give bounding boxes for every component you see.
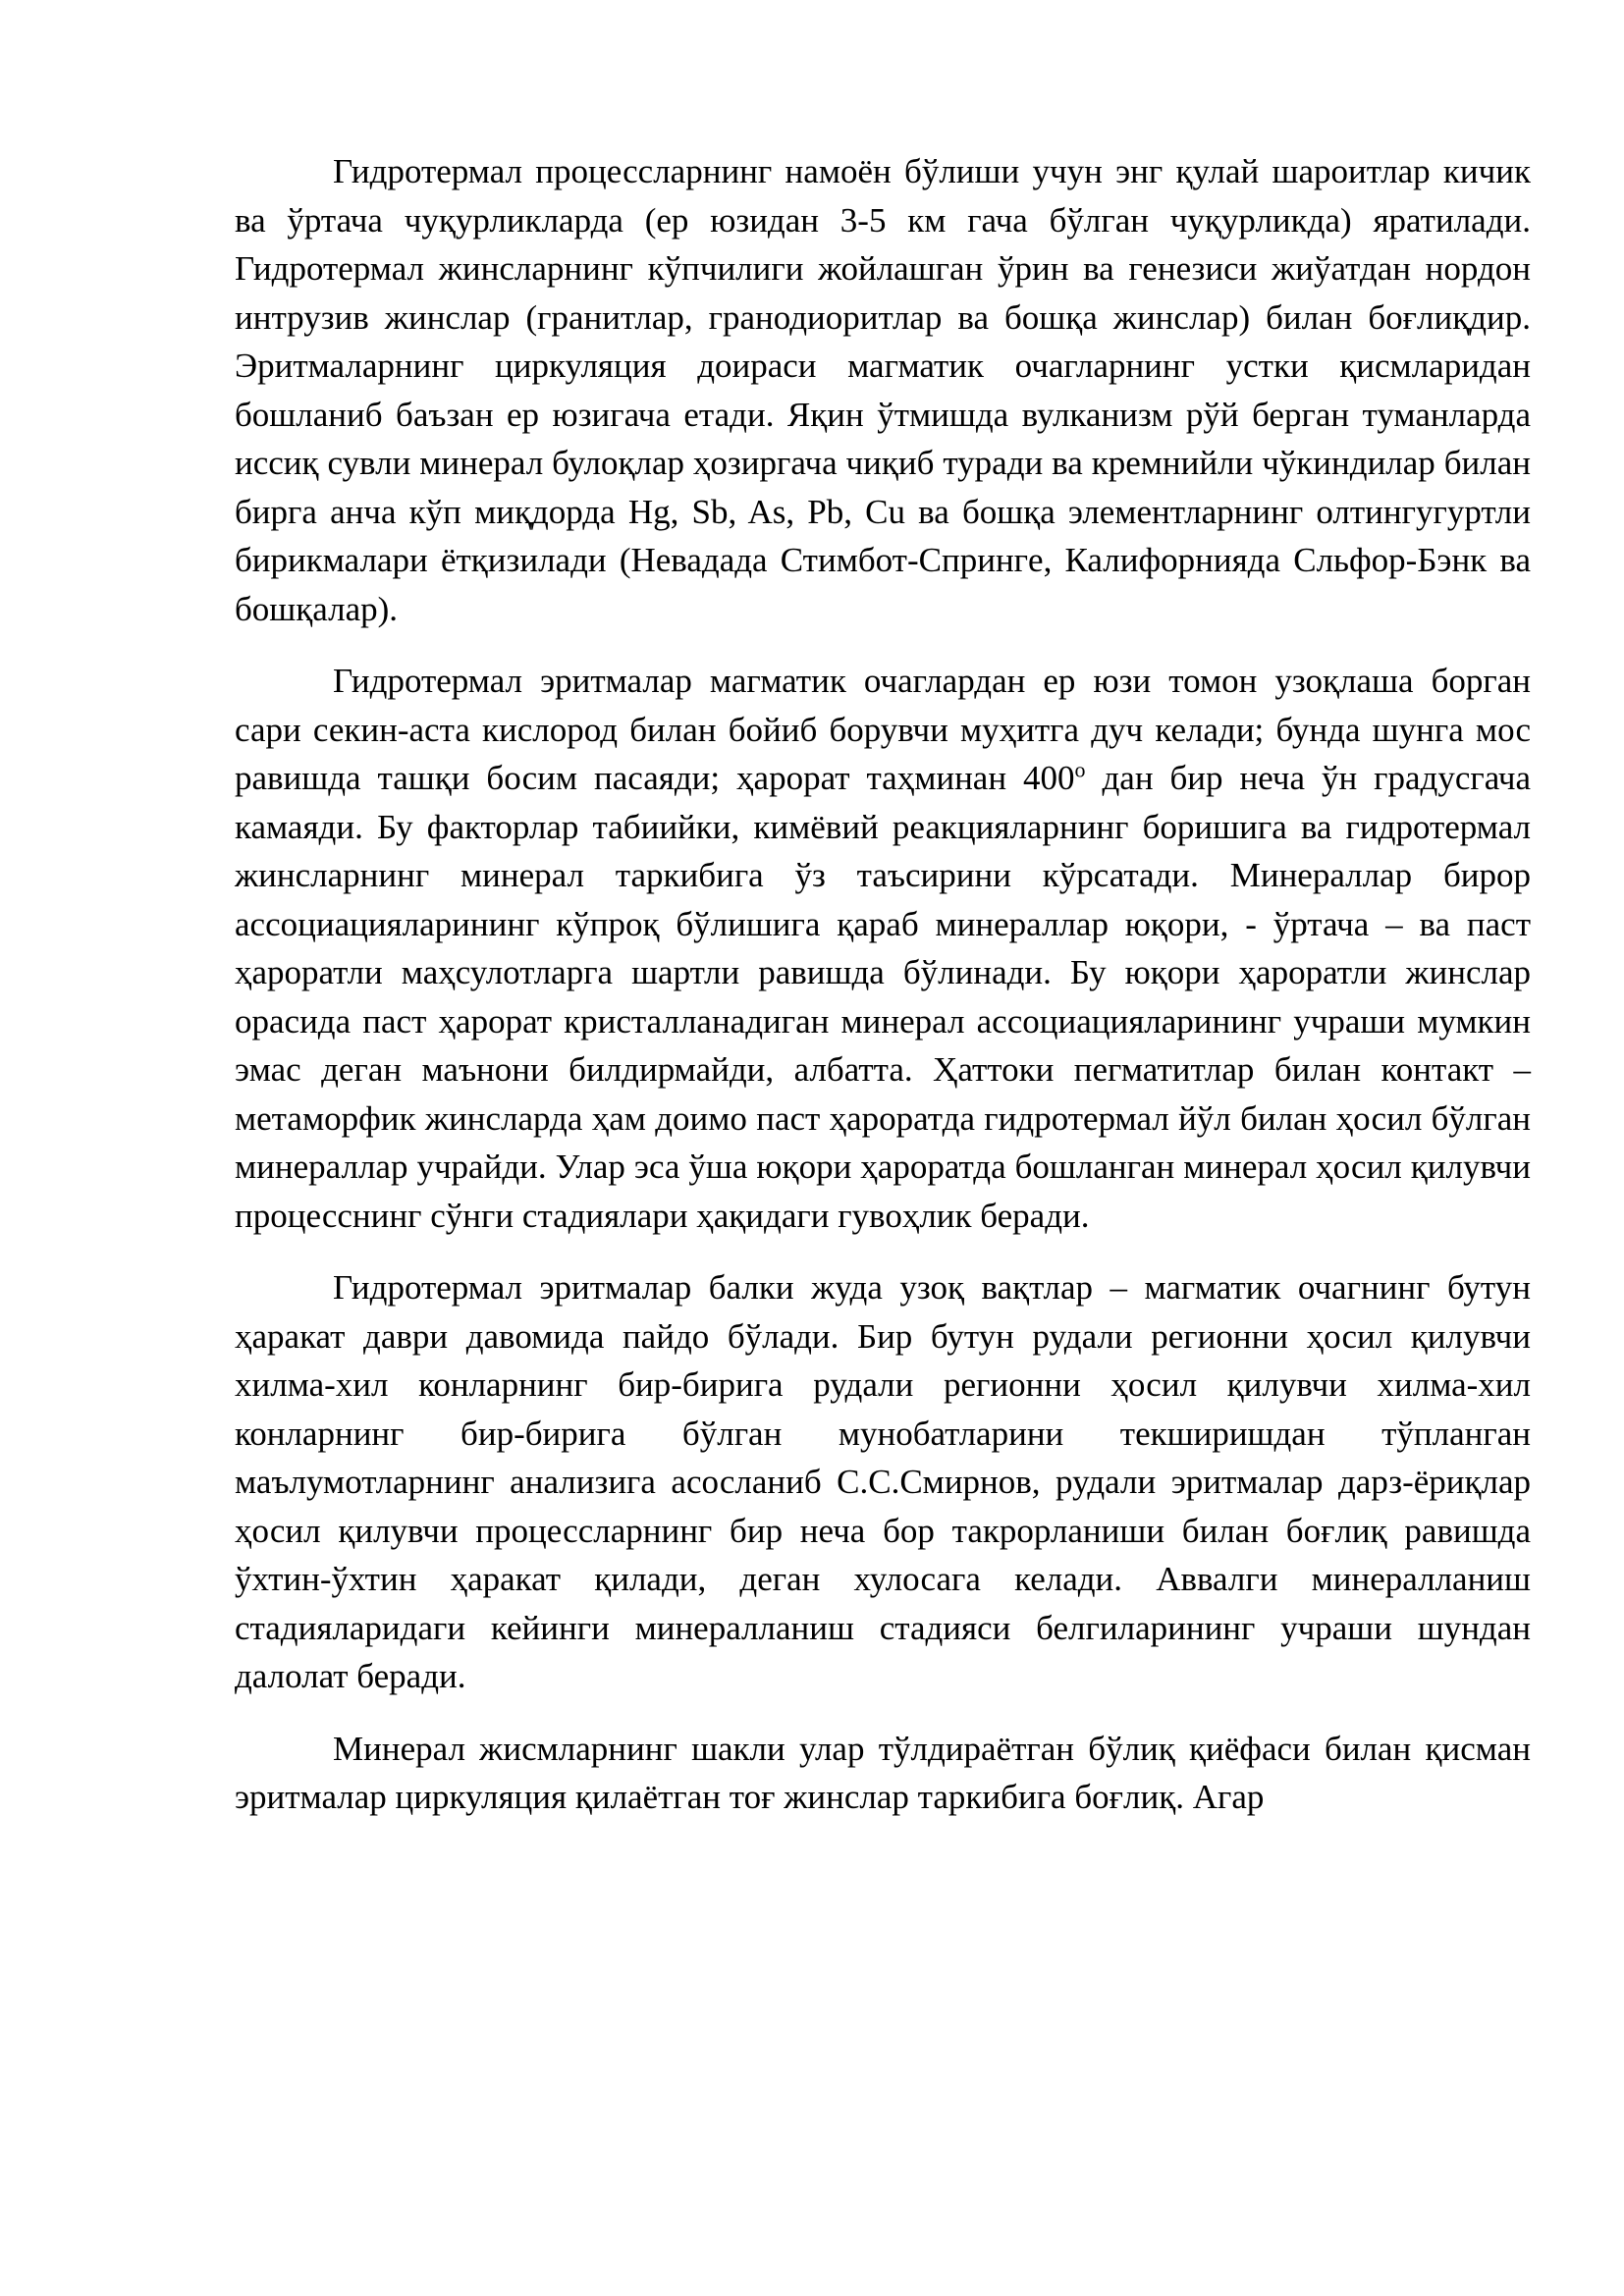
degree-superscript: o	[1074, 757, 1086, 782]
paragraph-4: Минерал жисмларнинг шакли улар тўлдираётган бўлиқ қиёфаси билан қисман эритмалар циркуляция қилаётган тоғ жинслар таркибига боғлиқ. Агар	[235, 1729, 1531, 1816]
document-page	[235, 147, 1531, 1845]
paragraph-2-text: Гидротермал эритмалар магматик очаглардан ер юзи томон узоқлаша борган сари секин-аста кислород билан бойиб борувчи муҳитга дуч келади; бунда шунга мос равишда ташқи босим пасаяди; ҳарорат таҳминан 400	[235, 662, 1531, 797]
paragraph-1: Гидротермал процессларнинг намоён бўлиши учун энг қулай шароитлар кичик ва ўртача чуқурликларда (ер юзидан 3-5 км гача бўлган чуқурликда) яратилади. Гидротермал жинсларнинг кўпчилиги жойлашган ўрин ва генезиси жиўатдан нордон интрузив жинслар (гранитлар, гранодиоритлар ва бошқа жинслар) билан боғлиқдир. Эритмаларнинг циркуляция доираси магматик очагларнинг устки қисмларидан бошланиб баъзан ер юзигача етади. Яқин ўтмишда вулканизм рўй берган туманларда иссиқ сувли минерал булоқлар ҳозиргача чиқиб туради ва кремнийли чўкиндилар билан бирга анча кўп миқдорда Hg, Sb, As, Pb, Cu ва бошқа элементларнинг олтингугуртли бирикмалари ётқизилади (Невадада Стимбот-Спрингe, Калифорнияда Сльфор-Бэнк ва бошқалар).	[235, 152, 1531, 628]
paragraph-3: Гидротермал эритмалар балки жуда узоқ вақтлар – магматик очагнинг бутун ҳаракат даври давомида пайдо бўлади. Бир бутун рудали регионни ҳосил қилувчи хилма-хил конларнинг бир-бирига рудали регионни ҳосил қилувчи хилма-хил конларнинг бир-бирига бўлган мунобатларини текширишдан тўпланган маълумотларнинг анализига асосланиб С.С.Смирнов, рудали эритмалар дарз-ёриқлар ҳосил қилувчи процессларнинг бир неча бор такрорланиши билан боғлиқ равишда ўхтин-ўхтин ҳаракат қилади, деган хулосага келади. Аввалги минералланиш стадияларидаги кейинги минералланиш стадияси белгиларининг учраши шундан далолат беради.	[235, 1268, 1531, 1695]
paragraph-2-continuation: дан бир неча ўн градусгача камаяди. Бу факторлар табиийки, кимёвий реакцияларнинг боришига ва гидротермал жинсларнинг минерал таркибига ўз таъсирини кўрсатади. Минераллар бирор ассоциацияларининг кўпроқ бўлишига қараб минераллар юқори, - ўртача – ва паст ҳароратли маҳсулотларга шартли равишда бўлинади. Бу юқори ҳароратли жинслар орасида паст ҳарорат кристалланадиган минерал ассоциацияларининг учраши мумкин эмас деган маънони билдирмайди, албатта. Ҳаттоки пегматитлар билан контакт – метаморфик жинсларда ҳам доимо паст ҳароратда гидротермал йўл билан ҳосил бўлган минераллар учрайди. Улар эса ўша юқори ҳароратда бошланган минерал ҳосил қилувчи процесснинг сўнги стадиялари ҳақидаги гувоҳлик беради.	[235, 759, 1531, 1235]
paragraph-2	[235, 657, 1531, 1240]
